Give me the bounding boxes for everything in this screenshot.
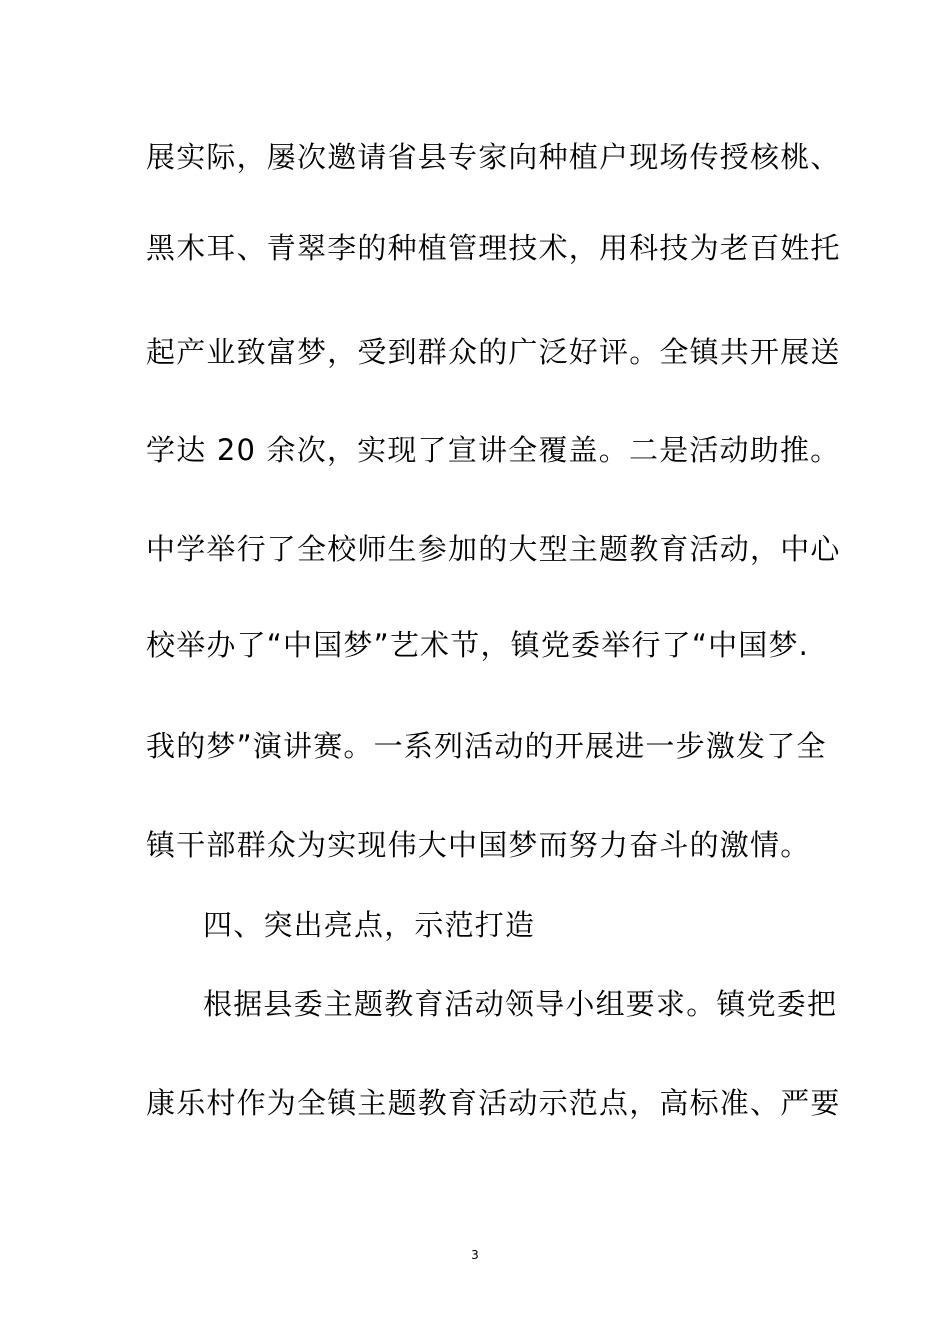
page-number: 3 bbox=[471, 1248, 479, 1262]
paragraph-line-1: 根据县委主题教育活动领导小组要求。镇党委把 bbox=[203, 987, 838, 1021]
body-text-line-6: 校举办了“中国梦”艺术节，镇党委举行了“中国梦. bbox=[146, 628, 810, 662]
body-text-line-8: 镇干部群众为实现伟大中国梦而努力奋斗的激情。 bbox=[146, 828, 811, 862]
paragraph-line-2: 康乐村作为全镇主题教育活动示范点，高标准、严要 bbox=[146, 1086, 841, 1120]
body-text-line-1: 展实际，屡次邀请省县专家向种植户现场传授核桃、 bbox=[146, 140, 841, 174]
body-text-line-3: 起产业致富梦，受到群众的广泛好评。全镇共开展送 bbox=[146, 335, 841, 369]
body-text-line-4: 学达 20 余次，实现了宣讲全覆盖。二是活动助推。 bbox=[146, 433, 841, 467]
body-text-line-5: 中学举行了全校师生参加的大型主题教育活动，中心 bbox=[146, 532, 841, 566]
body-text-line-2: 黑木耳、青翠李的种植管理技术，用科技为老百姓托 bbox=[146, 231, 841, 265]
body-text-line-7: 我的梦”演讲赛。一系列活动的开展进一步激发了全 bbox=[146, 729, 827, 763]
section-heading: 四、突出亮点，示范打造 bbox=[203, 908, 536, 942]
